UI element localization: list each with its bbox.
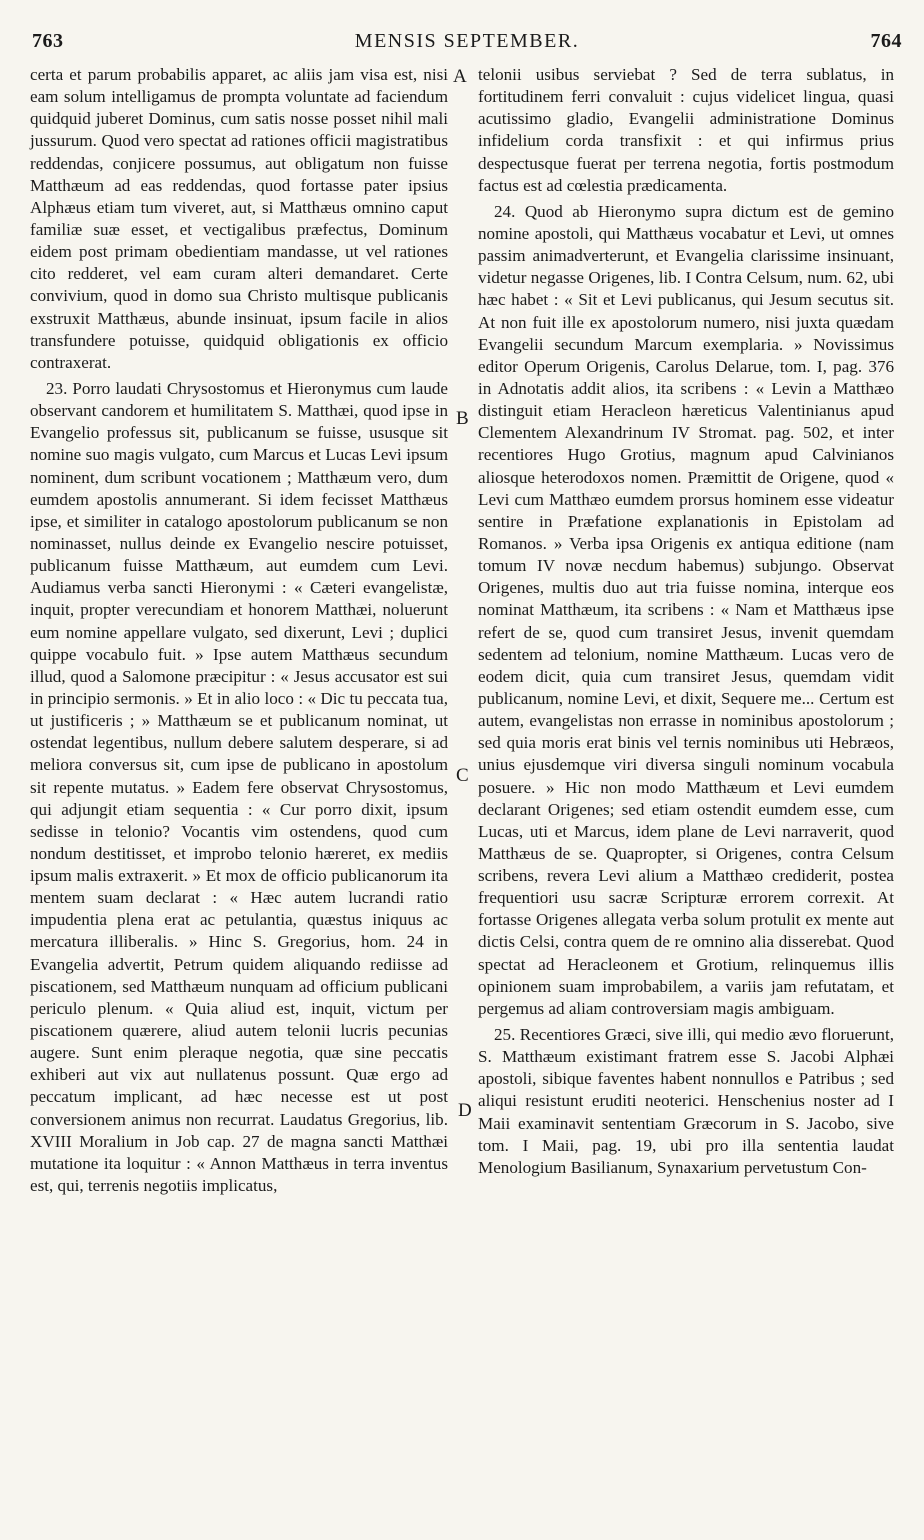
right-paragraph-3: 25. Recentiores Græci, sive illi, qui medio ævo floruerunt, S. Matthæum existimant fratrem esse S. Jacobi Alphæi apostoli, sibique faventes habent nonnullos e Patribus ; sed aliqui resistunt eruditi neoterici. Henschenius noster ad I Maii examinavit sententiam Græcorum in S. Jacobo, sive tom. I Maii, pag. 19, ubi pro illa sententia laudat Menologium Basilianum, Synaxarium pervetustum Con- (478, 1025, 894, 1177)
margin-marker-b: B (456, 408, 469, 429)
right-paragraph-1: telonii usibus serviebat ? Sed de terra sublatus, in fortitudinem ferri convaluit : cujus videlicet lingua, quasi acutissimo gladio, Evangelii administratione Dominus infidelium corda transfixit : et qui infirmus prius despectusque fuerat per terrena negotia, fortis postmodum factus est ad cœlestia prædicamenta. (478, 65, 894, 195)
page-number-left: 763 (32, 30, 64, 52)
margin-marker-d: D (458, 1100, 472, 1121)
page-number-right: 764 (870, 30, 902, 52)
left-paragraph-1: certa et parum probabilis apparet, ac aliis jam visa est, nisi eam solum intelligamus de prompta voluntate ad faciendum quidquid juberet Dominus, cum satis nosse posset nihil mali jussurum. Quod vero spectat ad rationes officii magistratibus reddendas, conjicere possumus, aut obligatum non fuisse Matthæum ad eas reddendas, quod fortasse pater ipsius Alphæus etiam tum viveret, aut, si Matthæus omnino caput familiæ suæ esset, et vectigalibus præfectus, Dominum eidem post primam obedientiam mandasse, ut vel rationes cito redderet, vel eam curam alteri demandaret. Certe convivium, quod in domo sua Christo multisque publicanis exstruxit Matthæus, abunde insinuat, ipsum facile in alios transfundere potuisse, quidquid obligationis ex officio contraxerat. (30, 65, 448, 372)
margin-marker-c: C (456, 765, 469, 786)
margin-marker-a: A (453, 66, 467, 87)
right-paragraph-2: 24. Quod ab Hieronymo supra dictum est de gemino nomine apostoli, qui Matthæus vocabatur et Levi, ut omnes passim animadverterunt, et Evangelia clarissime insinuant, videtur negasse Origenes, lib. I Contra Celsum, num. 62, ubi hæc habet : « Sit et Levi publicanus, qui Jesum secutus sit. At non fuit ille ex apostolorum numero, nisi juxta quædam Evangelii secundum Marcum exemplaria. » Novissimus editor Operum Origenis, Carolus Delarue, tom. I, pag. 376 in Adnotatis addit alios, ita scribens : « Levin a Matthæo distinguit etiam Heracleon hæreticus Valentinianus apud Clementem Alexandrinum IV Stromat. pag. 502, et inter recentiores Hugo Grotius, magnum apud Calvinianos aliosque heterodoxos nomen. Præmittit de Origene, quod « Levi cum Matthæo eumdem prorsus hominem esse videatur sentire in Præfatione explanationis in Epistolam ad Romanos. » Verba ipsa Origenis ex antiqua editione (nam tomum IV novæ necdum habemus) subjungo. Observat Origenes, multis duo aut tria fuisse nomina, interque eos nominat Matthæum, ita scribens : « Nam et Matthæus ipse refert de se, quod cum transiret Jesus, invenit quemdam sedentem ad telonium, nomine Matthæum. Lucas vero de eodem dicit, quia cum transiret Jesus, quemdam vidit publicanum, nomine Levi, et dixit, Sequere me... Certum est autem, evangelistas non errasse in nominibus apostolorum ; sed quia moris erat binis vel ternis nominibus uti Hebræos, unius ejusdemque viri diversa singuli nominum vocabula posuere. » Hic non modo Matthæum et Levi eumdem declarant Origenes; sed etiam ostendit eumdem esse, cum Lucas, uti et Marcus, idem plane de Levi narraverit, quod Matthæus de se. Quapropter, si Origenes, contra Celsum scribens, revera Levi alium a Matthæo crediderit, postea frequentiori usu sacræ Scripturæ errorem correxit. At fortasse Origenes allegata verba solum protulit ex mente aut dictis Celsi, contra quem de re omnino alia disserebat. Quod spectat ad Heracleonem et Grotium, relinquemus illis opinionem suam improbabilem, a variis jam refutatam, et pergemus ad aliam controversiam magis ambiguam. (478, 201, 894, 1018)
running-title: MENSIS SEPTEMBER. (354, 30, 580, 52)
right-column (478, 64, 894, 1179)
left-column (30, 64, 448, 1197)
left-paragraph-2: 23. Porro laudati Chrysostomus et Hieronymus cum laude observant candorem et humilitatem S. Matthæi, quod ipse in Evangelio professus sit, publicanum se fuisse, ususque sit nomine suo magis vulgato, cum Marcus et Lucas Levi ipsum nominent, dum scribunt vocationem ; Matthæum vero, dum eumdem apostolis annumerant. Si idem fecisset Matthæus ipse, et similiter in catalogo apostolorum publicanum se non nominasset, nullus deinde ex Evangelio nescire potuisset, publicanum fuisse Matthæum, aut eumdem cum Levi. Audiamus verba sancti Hieronymi : « Cæteri evangelistæ, inquit, propter verecundiam et honorem Matthæi, noluerunt eum nomine appellare vulgato, sed dixerunt, Levi ; duplici quippe vocabulo fuit. » Ipse autem Matthæus secundum illud, quod a Salomone præcipitur : « Jesus accusator est sui in principio sermonis. » Et in alio loco : « Dic tu peccata tua, ut justificeris ; » Matthæum se et publicanum nominat, ut ostendat legentibus, nullum debere salutem desperare, si ad meliora conversus sit, cum ipse de publicano in apostolum sit repente mutatus. » Eadem fere observat Chrysostomus, qui adjungit etiam sequentia : « Cur porro dixit, ipsum sedisse in telonio? Vocantis vim ostendens, quod cum nondum destitisset, et improbo telonio hæreret, ex mediis ipsum malis extraxerit. » Et mox de officio publicanorum ita mentem suam declarat : « Hæc autem lucrandi ratio impudentia plena erat ac petulantia, quæstus iniquus ac mercatura illiberalis. » Hinc S. Gregorius, hom. 24 in Evangelia advertit, Petrum quidem aliquando rediisse ad piscationem, sed Matthæum nunquam ad officium publicani periculo plenum. « Quia aliud est, inquit, victum per piscationem quærere, aliud autem telonii lucris pecunias augere. Sunt enim pleraque negotia, quæ sine peccatis exhiberi aut vix aut nullatenus possunt. Quæ ergo ad peccatum implicant, ad hæc necesse est ut post conversionem animus non recurrat. Laudatus Gregorius, lib. XVIII Moralium in Job cap. 27 de magna sancti Matthæi mutatione ita loquitur : « Annon Matthæus in terra inventus est, qui, terrenis negotiis implicatus, (30, 378, 448, 1196)
